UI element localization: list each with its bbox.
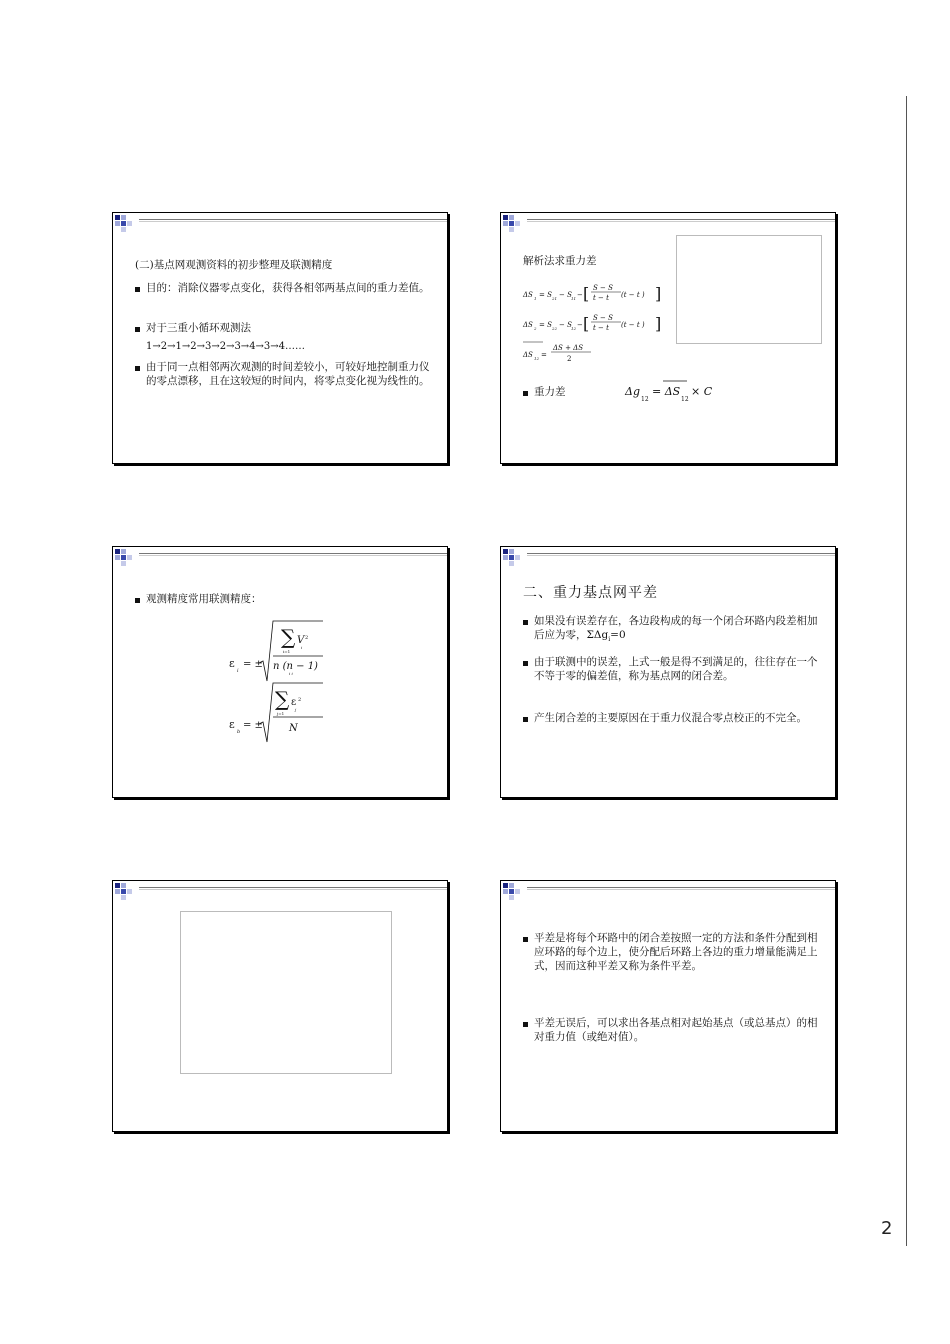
- bullet-item: [523, 385, 566, 399]
- svg-text:N: N: [289, 723, 298, 734]
- svg-text:i=1: i=1: [283, 649, 291, 654]
- square-bullet-icon: [135, 287, 140, 292]
- svg-text:× C: × C: [691, 385, 713, 398]
- bullet-item: [135, 360, 435, 388]
- slide-corner-decoration: [503, 549, 527, 565]
- slide-top-rule: [139, 887, 447, 888]
- svg-text:t − t: t − t: [593, 294, 609, 302]
- bullet-text-tail: =0: [610, 629, 626, 641]
- slide-5: [112, 880, 448, 1132]
- svg-text:(t − t ): (t − t ): [621, 321, 645, 329]
- svg-text:2: 2: [298, 697, 302, 703]
- bullet-item: [523, 655, 821, 683]
- slide-3: [112, 546, 448, 798]
- svg-text:ε: ε: [229, 657, 235, 670]
- slide-corner-decoration: [115, 215, 139, 231]
- bullet-text: 目的：消除仪器零点变化，获得各相邻两基点间的重力差值。: [146, 282, 430, 294]
- bullet-text: 重力差: [534, 386, 566, 398]
- square-bullet-icon: [523, 1022, 528, 1027]
- square-bullet-icon: [523, 937, 528, 942]
- svg-text:]: ]: [655, 284, 662, 303]
- svg-text:−: −: [577, 321, 583, 329]
- svg-text:S − S: S − S: [593, 284, 613, 292]
- slide-top-rule-light: [139, 555, 447, 556]
- svg-text:j: j: [295, 707, 297, 712]
- svg-text:i: i: [237, 668, 239, 674]
- slide-top-rule-light: [139, 221, 447, 222]
- slide-corner-decoration: [503, 883, 527, 899]
- bullet-item: [135, 321, 435, 335]
- svg-text:[: [: [583, 314, 590, 333]
- svg-text:12: 12: [681, 396, 689, 403]
- slide-corner-decoration: [115, 549, 139, 565]
- square-bullet-icon: [523, 661, 528, 666]
- svg-text:2: 2: [305, 635, 309, 641]
- square-bullet-icon: [135, 327, 140, 332]
- svg-text:∑: ∑: [275, 687, 290, 711]
- svg-text:= ΔS: = ΔS: [652, 385, 681, 398]
- svg-text:∑: ∑: [281, 625, 296, 649]
- square-bullet-icon: [523, 391, 528, 396]
- svg-text:S − S: S − S: [593, 314, 613, 322]
- difference-formula-svg: [521, 281, 681, 371]
- svg-text:n (n − 1): n (n − 1): [273, 661, 318, 672]
- bullet-item: [523, 711, 821, 725]
- svg-text:21: 21: [552, 296, 558, 301]
- svg-text:ΔS: ΔS: [523, 321, 533, 329]
- precision-formula-svg: [223, 615, 353, 750]
- svg-text:j=1: j=1: [277, 711, 285, 716]
- svg-text:V: V: [297, 635, 305, 646]
- slide-corner-decoration: [503, 215, 527, 231]
- svg-text:t − t: t − t: [593, 324, 609, 332]
- slide-top-rule: [527, 887, 835, 888]
- svg-text:ΔS + ΔS: ΔS + ΔS: [553, 344, 584, 352]
- slide-6: [500, 880, 836, 1132]
- bullet-text: 如果没有误差存在，各边段构成的每一个闭合环路内段差相加后应为零，ΣΔg: [534, 615, 818, 641]
- svg-text:− S: − S: [559, 291, 572, 299]
- slide-top-rule: [139, 553, 447, 554]
- bullet-text: 由于联测中的误差，上式一般是得不到满足的，往往存在一个不等于零的偏差值，称为基点网的闭合差。: [534, 656, 818, 682]
- slide-1: [112, 212, 448, 464]
- bullet-item: [523, 1016, 821, 1044]
- bullet-item: [523, 931, 821, 973]
- image-placeholder: [180, 911, 392, 1074]
- slide-top-rule: [527, 553, 835, 554]
- svg-text:= S: = S: [539, 291, 552, 299]
- slide-heading: 解析法求重力差: [523, 255, 597, 267]
- bullet-text: 产生闭合差的主要原因在于重力仪混合零点校正的不完全。: [534, 712, 807, 724]
- slide-top-rule: [139, 219, 447, 220]
- bullet-item: [135, 281, 435, 295]
- svg-text:= S: = S: [539, 321, 552, 329]
- svg-text:12: 12: [571, 326, 577, 331]
- square-bullet-icon: [135, 366, 140, 371]
- slide-top-rule-light: [527, 889, 835, 890]
- slide-top-rule-light: [527, 221, 835, 222]
- page-right-rule: [906, 96, 907, 1246]
- slide-heading: (二)基点网观测资料的初步整理及联测精度: [135, 259, 333, 271]
- svg-text:22: 22: [552, 326, 558, 331]
- svg-text:(t − t ): (t − t ): [621, 291, 645, 299]
- svg-text:= ±: = ±: [243, 720, 263, 731]
- bullet-item: [523, 614, 821, 647]
- svg-text:12: 12: [641, 396, 649, 403]
- svg-text:1: 1: [534, 296, 537, 301]
- square-bullet-icon: [523, 620, 528, 625]
- svg-text:Δg: Δg: [625, 385, 640, 398]
- bullet-text: 平差是将每个环路中的闭合差按照一定的方法和条件分配到相应环路的每个边上，使分配后环路上各边的重力增量能满足上式，因而这种平差又称为条件平差。: [534, 932, 818, 972]
- svg-text:=: =: [541, 351, 547, 359]
- svg-text:= ±: = ±: [243, 659, 263, 670]
- svg-text:2: 2: [534, 326, 537, 331]
- svg-text:ΔS: ΔS: [523, 291, 533, 299]
- svg-text:− S: − S: [559, 321, 572, 329]
- svg-text:]: ]: [655, 314, 662, 333]
- slide-title: 二、重力基点网平差: [523, 585, 658, 601]
- slide-top-rule-light: [527, 555, 835, 556]
- bullet-text: 平差无误后，可以求出各基点相对起始基点（或总基点）的相对重力值（或绝对值）。: [534, 1017, 818, 1043]
- svg-text:ε: ε: [291, 697, 297, 708]
- square-bullet-icon: [135, 598, 140, 603]
- bullet-text: 观测精度常用联测精度：: [146, 593, 262, 605]
- svg-text:ε: ε: [229, 718, 235, 731]
- slide-top-rule-light: [139, 889, 447, 890]
- slide-corner-decoration: [115, 883, 139, 899]
- svg-text:2: 2: [567, 355, 572, 363]
- slide-2: [500, 212, 836, 464]
- svg-text:i: i: [301, 645, 303, 650]
- svg-text:i i: i i: [289, 671, 293, 676]
- svg-text:11: 11: [571, 296, 577, 301]
- image-placeholder: [676, 235, 822, 344]
- svg-text:b: b: [237, 729, 241, 735]
- bullet-text: 由于同一点相邻两次观测的时间差较小，可较好地控制重力仪的零点漂移，且在这较短的时间内，将零点变化视为线性的。: [146, 361, 430, 387]
- svg-text:ΔS: ΔS: [523, 351, 533, 359]
- square-bullet-icon: [523, 717, 528, 722]
- slide-4: [500, 546, 836, 798]
- bullet-item: [135, 592, 262, 606]
- svg-text:[: [: [583, 284, 590, 303]
- gravity-difference-formula-svg: [623, 377, 723, 407]
- sequence-text: 1→2→1→2→3→2→3→4→3→4……: [146, 341, 306, 352]
- bullet-text: 对于三重小循环观测法: [146, 322, 251, 334]
- slide-top-rule: [527, 219, 835, 220]
- subscript-text: i: [608, 636, 611, 644]
- svg-text:−: −: [577, 291, 583, 299]
- page-number: 2: [881, 1218, 893, 1239]
- svg-text:12: 12: [534, 356, 540, 361]
